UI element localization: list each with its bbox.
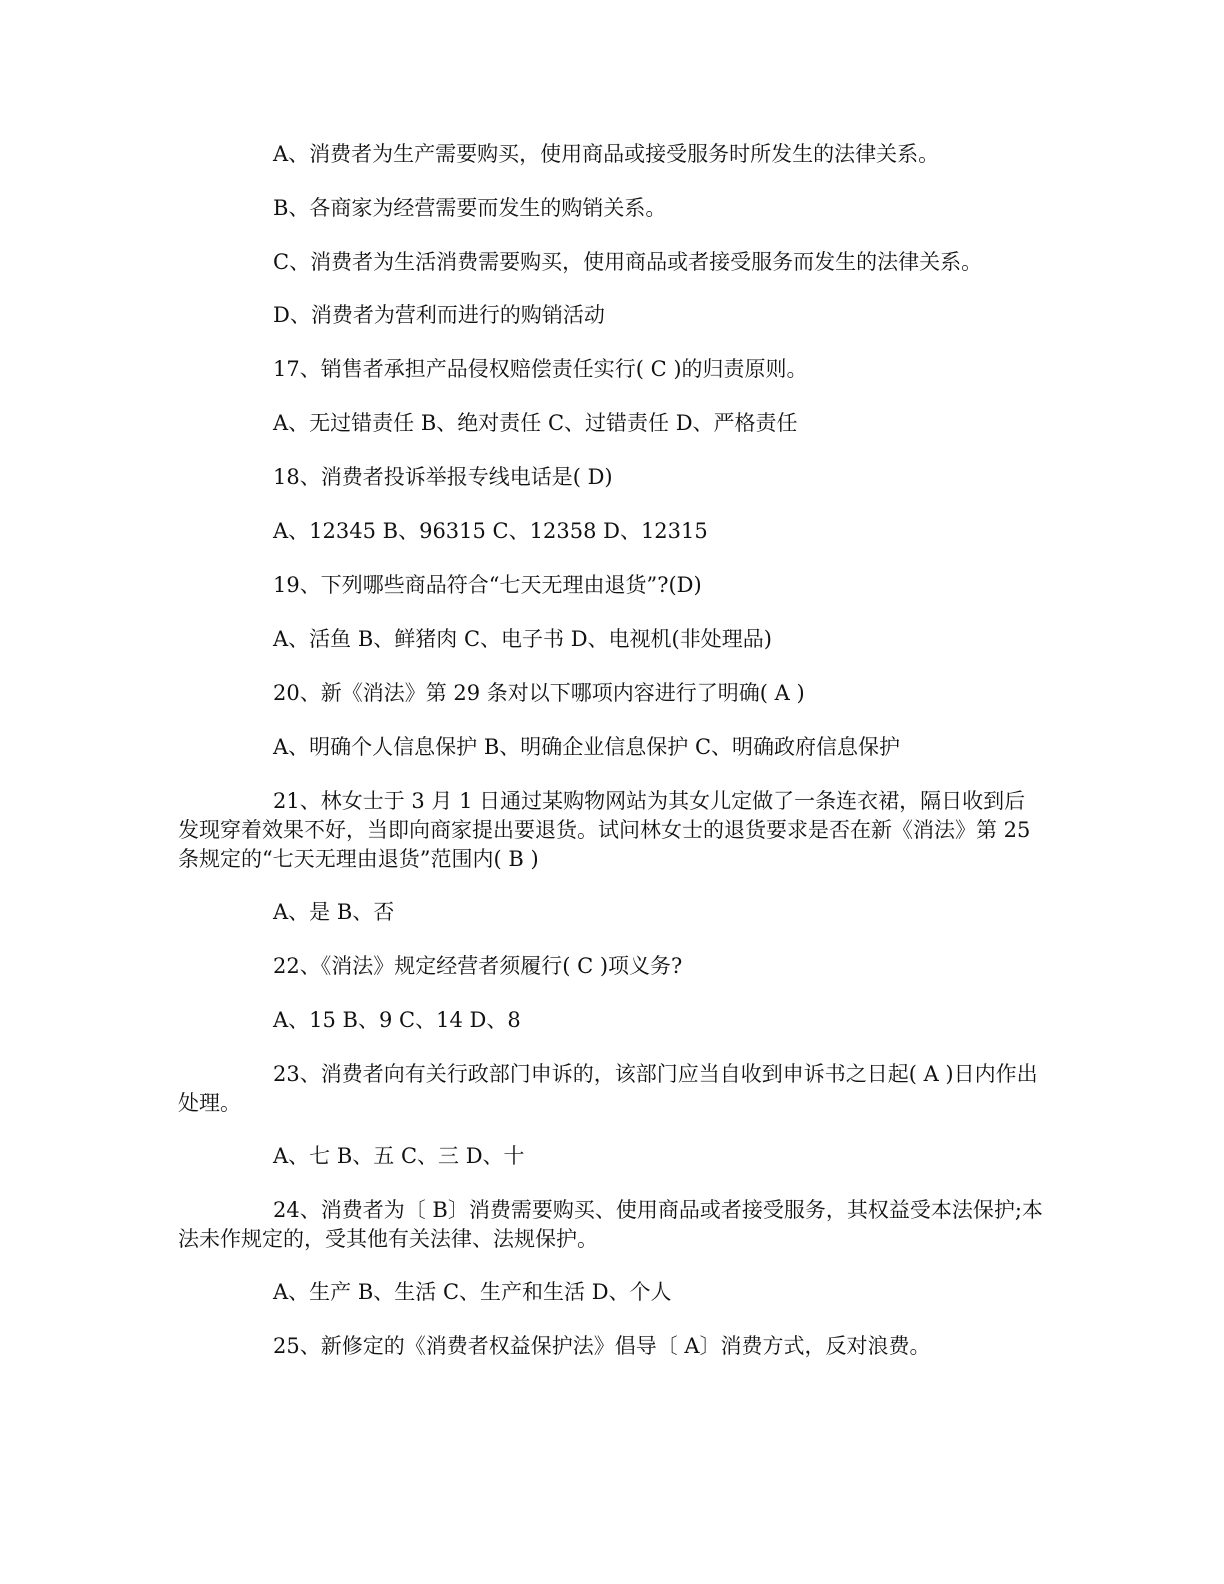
question-21: 21、林女士于 3 月 1 日通过某购物网站为其女儿定做了一条连衣裙，隔日收到后发现穿着效果不好，当即向商家提出要退货。试问林女士的退货要求是否在新《消法》第 25 条规定的“七天无理由退货”范围内( B ) — [178, 789, 1038, 871]
options-18: A、12345 B、96315 C、12358 D、12315 — [273, 519, 708, 543]
options-19: A、活鱼 B、鲜猪肉 C、电子书 D、电视机(非处理品) — [273, 627, 772, 651]
option-line-d-profit: D、消费者为营利而进行的购销活动 — [273, 303, 605, 327]
options-23: A、七 B、五 C、三 D、十 — [273, 1144, 525, 1168]
question-17: 17、销售者承担产品侵权赔偿责任实行( C )的归责原则。 — [273, 357, 808, 381]
options-22: A、15 B、9 C、14 D、8 — [273, 1008, 521, 1032]
option-line-a-production: A、消费者为生产需要购买，使用商品或接受服务时所发生的法律关系。 — [273, 142, 940, 166]
question-25: 25、新修定的《消费者权益保护法》倡导〔 A〕消费方式，反对浪费。 — [273, 1334, 931, 1358]
document-body — [178, 140, 1044, 1386]
options-21: A、是 B、否 — [273, 900, 395, 924]
option-line-b-merchants: B、各商家为经营需要而发生的购销关系。 — [273, 196, 667, 220]
question-18: 18、消费者投诉举报专线电话是( D) — [273, 465, 613, 489]
options-20: A、明确个人信息保护 B、明确企业信息保护 C、明确政府信息保护 — [273, 735, 901, 759]
question-23: 23、消费者向有关行政部门申诉的，该部门应当自收到申诉书之日起( A )日内作出处理。 — [178, 1062, 1038, 1115]
options-17: A、无过错责任 B、绝对责任 C、过错责任 D、严格责任 — [273, 411, 798, 435]
question-24: 24、消费者为〔 B〕消费需要购买、使用商品或者接受服务，其权益受本法保护;本法未作规定的，受其他有关法律、法规保护。 — [178, 1198, 1043, 1251]
question-19: 19、下列哪些商品符合“七天无理由退货”?(D) — [273, 573, 702, 597]
question-20: 20、新《消法》第 29 条对以下哪项内容进行了明确( A ) — [273, 681, 805, 705]
option-line-c-living: C、消费者为生活消费需要购买，使用商品或者接受服务而发生的法律关系。 — [273, 250, 983, 274]
question-22: 22、《消法》规定经营者须履行( C )项义务? — [273, 954, 683, 978]
options-24: A、生产 B、生活 C、生产和生活 D、个人 — [273, 1280, 672, 1304]
